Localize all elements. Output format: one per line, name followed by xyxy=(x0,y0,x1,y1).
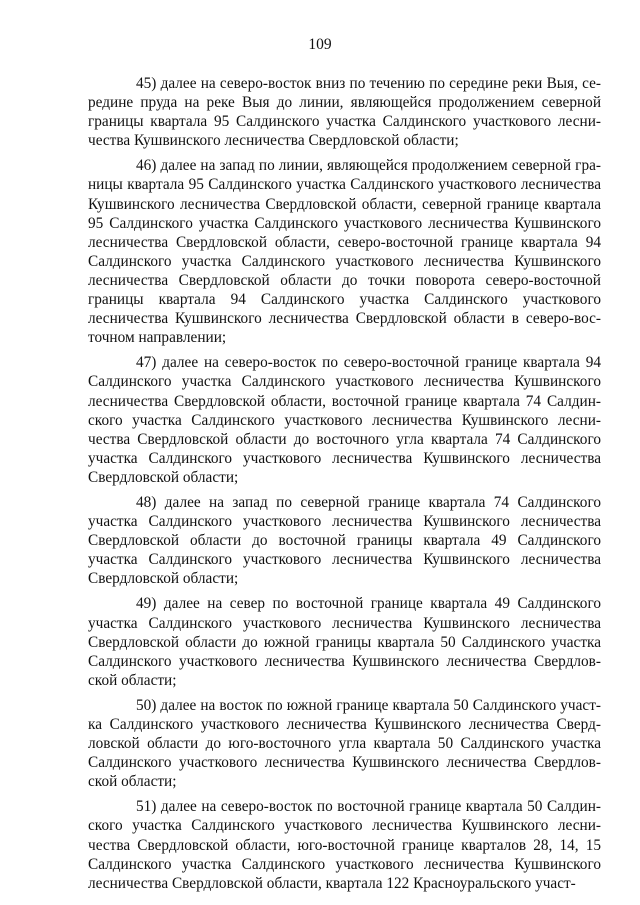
paragraph-50: 50) далее на восток по южной границе квартала 50 Салдинского участка Салдинского участкового лесничества Кушвинского лесничества Свердловской области до юго-восточного угла квартала 50 Салдинского участка Салдинского участкового лесничества Кушвинского лесничества Свердловской области; xyxy=(88,696,601,791)
paragraph-51: 51) далее на северо-восток по восточной границе квартала 50 Салдинского участка Салдинского участкового лесничества Кушвинского лесничества Свердловской области, юго-восточной границе кварталов 28, 14, 15 Салдинского участка Салдинского участкового лесничества Кушвинского лесничества Свердловской области, квартала 122 Красноуральского участ- xyxy=(88,798,601,892)
body-text xyxy=(88,74,601,899)
paragraph-49: 49) далее на север по восточной границе квартала 49 Салдинского участка Салдинского участкового лесничества Кушвинского лесничества Свердловской области до южной границы квартала 50 Салдинского участка Салдинского участкового лесничества Кушвинского лесничества Свердловской области; xyxy=(88,595,601,689)
paragraph-48: 48) далее на запад по северной границе квартала 74 Салдинского участка Салдинского участкового лесничества Кушвинского лесничества Свердловской области до восточной границы квартала 49 Салдинского участка Салдинского участкового лесничества Кушвинского лесничества Свердловской области; xyxy=(88,493,601,588)
paragraph-45: 45) далее на северо-восток вниз по течению по середине реки Выя, середине пруда на реке Выя до линии, являющейся продолжением северной границы квартала 95 Салдинского участка Салдинского участкового лесничества Кушвинского лесничества Свердловской области; xyxy=(88,75,601,150)
paragraph-46: 46) далее на запад по линии, являющейся продолжением северной границы квартала 95 Салдинского участка Салдинского участкового лесничества Кушвинского лесничества Свердловской области, северной границе квартала 95 Салдинского участка Салдинского участкового лесничества Кушвинского лесничества Свердловской области, северо-восточной границе квартала 94 Салдинского участка Салдинского участкового лесничества Кушвинского лесничества Свердловской области до точки поворота северо-восточной границы квартала 94 Салдинского участка Салдинского участкового лесничества Кушвинского лесничества Свердловской области в северо-восточном направлении; xyxy=(88,157,601,347)
paragraph-47: 47) далее на северо-восток по северо-восточной границе квартала 94 Салдинского участка Салдинского участкового лесничества Кушвинского лесничества Свердловской области, восточной границе квартала 74 Салдинского участка Салдинского участкового лесничества Кушвинского лесничества Свердловской области до восточного угла квартала 74 Салдинского участка Салдинского участкового лесничества Кушвинского лесничества Свердловской области; xyxy=(88,354,601,486)
page-number: 109 xyxy=(308,36,332,53)
